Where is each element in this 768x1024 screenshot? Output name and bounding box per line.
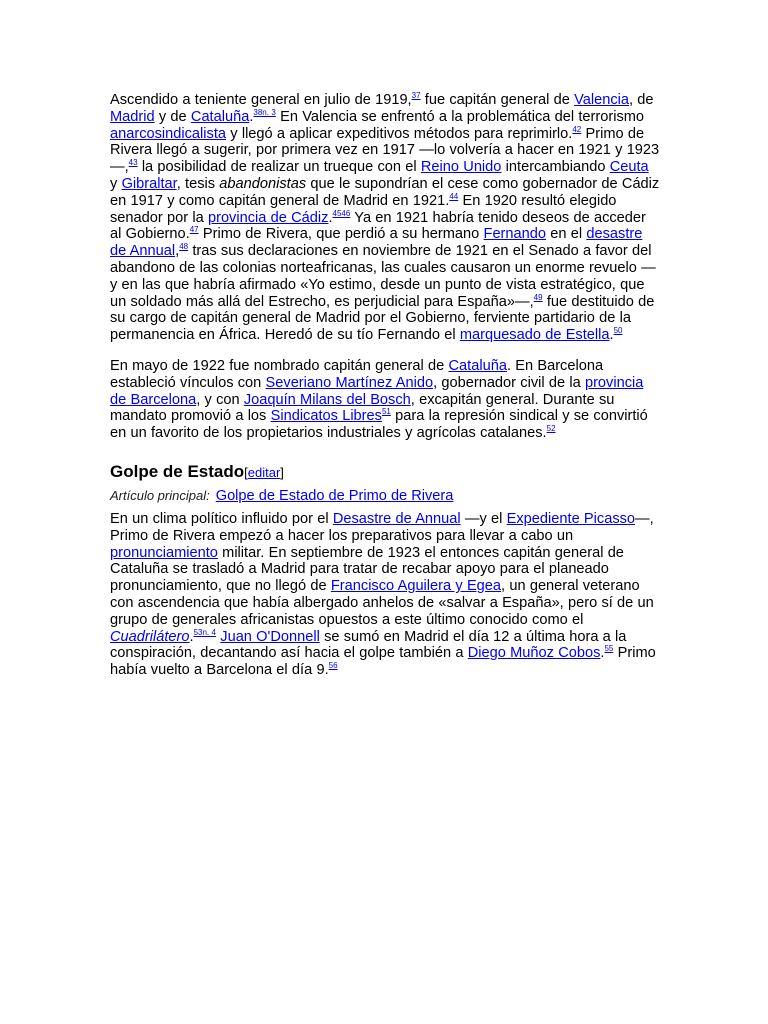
article-body — [110, 92, 660, 693]
link-desastre-annual-2[interactable]: Desastre de Annual — [332, 510, 461, 527]
text: fue destituido de su cargo de capitán general de Madrid por el Gobierno, ferviente partidario de la permanencia en África. Heredó de su tío Fernando el — [110, 293, 655, 344]
text: —y el — [460, 510, 507, 527]
edit-link[interactable]: editar — [247, 464, 281, 480]
text: Ascendido a teniente general en julio de 1919, — [110, 92, 412, 108]
text: que le supondrían el cese como gobernador de Cádiz en 1917 y como capitán general de Madrid en 1921. — [110, 175, 660, 209]
text: , excapitán general. Durante su mandato promovió a los — [110, 391, 615, 425]
heading-title: Golpe de Estado — [110, 461, 245, 481]
text: la posibilidad de realizar un trueque con el — [137, 159, 421, 176]
text: . — [600, 645, 605, 662]
text: , tesis — [176, 175, 220, 192]
ref-52[interactable]: 52 — [546, 424, 556, 434]
link-sindicatos-libres[interactable]: Sindicatos Libres — [270, 408, 382, 425]
text: y llegó a aplicar expeditivos métodos para reprimirlo. — [226, 125, 573, 142]
link-juan-odonnell[interactable]: Juan O'Donnell — [220, 628, 320, 645]
link-reino-unido[interactable]: Reino Unido — [420, 159, 502, 176]
text: tras sus declaraciones en noviembre de 1921 en el Senado a favor del abandono de las colonias norteafricanas, las cuales causaron un enorme revuelo —y en las que habría afirmado «Yo estimo, desde un punto de vista estratégico, que un soldado más allá del Estrecho, es perjudicial para España»—, — [110, 243, 656, 310]
text: , gobernador civil de la — [433, 374, 585, 391]
ref-47[interactable]: 47 — [189, 225, 199, 235]
text: . — [328, 209, 333, 226]
main-article-label: Artículo principal: — [110, 487, 210, 503]
ref-56[interactable]: 56 — [328, 661, 338, 671]
link-aguilera-egea[interactable]: Francisco Aguilera y Egea — [330, 578, 502, 595]
ref-50[interactable]: 50 — [613, 326, 623, 336]
text: en el — [546, 226, 587, 243]
ref-53[interactable]: 53n. 4 — [193, 627, 217, 637]
ref-37[interactable]: 37 — [411, 91, 421, 100]
edit-section — [244, 465, 284, 480]
emphasis: abandonistas — [219, 175, 307, 192]
text: —, Primo de Rivera empezó a hacer los preparativos para llevar a cabo un — [110, 510, 654, 544]
text: En 1920 resultó elegido senador por la — [110, 192, 617, 226]
link-desastre-annual[interactable]: desastre de Annual — [110, 226, 643, 260]
link-main-article[interactable]: Golpe de Estado de Primo de Rivera — [215, 487, 454, 504]
link-pronunciamiento[interactable]: pronunciamiento — [110, 544, 218, 561]
text: , — [175, 243, 180, 260]
ref-51[interactable]: 51 — [381, 407, 391, 417]
text: . — [609, 327, 614, 344]
ref-42[interactable]: 42 — [572, 124, 582, 134]
text: militar. En septiembre de 1923 el entonces capitán general de Cataluña se trasladó a Madrid para tratar de recabar apoyo para el planeado pronunciamiento, que no llegó de — [110, 544, 624, 595]
link-fernando[interactable]: Fernando — [483, 226, 547, 243]
text: . — [249, 108, 254, 125]
link-milans-del-bosch[interactable]: Joaquín Milans del Bosch — [243, 391, 411, 408]
text: fue capitán general de — [420, 92, 575, 108]
bracket: ] — [280, 464, 284, 480]
link-martinez-anido[interactable]: Severiano Martínez Anido — [265, 374, 434, 391]
text: Ya en 1921 habría tenido deseos de acceder al Gobierno. — [110, 209, 646, 243]
link-madrid[interactable]: Madrid — [110, 108, 155, 125]
ref-49[interactable]: 49 — [533, 292, 543, 302]
link-marquesado-estella[interactable]: marquesado de Estella — [459, 327, 610, 344]
paragraph-2 — [110, 358, 660, 442]
text: . En Barcelona estableció vínculos con — [110, 357, 604, 391]
link-valencia[interactable]: Valencia — [574, 92, 629, 108]
text: intercambiando — [501, 159, 610, 176]
ref-48[interactable]: 48 — [179, 242, 189, 252]
link-provincia-barcelona[interactable]: provincia de Barcelona — [110, 374, 644, 408]
ref-55[interactable]: 55 — [604, 644, 614, 654]
text: En Valencia se enfrentó a la problemática del terrorismo — [275, 108, 645, 125]
text: En un clima político influido por el — [110, 510, 333, 527]
text: y de — [154, 108, 191, 125]
link-ceuta[interactable]: Ceuta — [609, 159, 649, 176]
ref-38[interactable]: 38n. 3 — [253, 107, 276, 117]
text: para la represión sindical y se convirtió en un favorito de los propietarios industriales y agrícolas catalanes. — [110, 408, 648, 442]
text: Primo de Rivera llegó a sugerir, por primera vez en 1917 —lo volvería a hacer en 1921 y 1923—, — [110, 125, 660, 176]
text: En mayo de 1922 fue nombrado capitán general de — [110, 357, 449, 374]
paragraph-3 — [110, 511, 660, 679]
text: , y con — [196, 391, 244, 408]
text: , de — [628, 92, 654, 108]
text: . — [189, 628, 194, 645]
link-cuadrilatero[interactable]: Cuadrilátero — [110, 628, 190, 645]
link-gibraltar[interactable]: Gibraltar — [121, 175, 177, 192]
text: Primo de Rivera, que perdió a su hermano — [198, 226, 484, 243]
ref-44[interactable]: 44 — [449, 191, 459, 201]
text: y — [110, 175, 122, 192]
bracket: [ — [244, 464, 248, 480]
link-cataluna-2[interactable]: Cataluña — [448, 357, 507, 374]
link-expediente-picasso[interactable]: Expediente Picasso — [506, 510, 636, 527]
link-cataluna[interactable]: Cataluña — [190, 108, 250, 125]
text: se sumó en Madrid el día 12 a última hora a la conspiración, decantando así hacia el golpe también a — [110, 628, 627, 662]
section-heading — [110, 462, 660, 483]
text: , un general veterano con ascendencia que había albergado anhelos de «salvar a España», pero sí de un grupo de generales africanistas opuestos a este último conocido como el — [110, 578, 654, 628]
link-provincia-cadiz[interactable]: provincia de Cádiz — [207, 209, 329, 226]
link-anarcosindicalista[interactable]: anarcosindicalista — [110, 125, 227, 142]
main-article-note — [110, 487, 660, 505]
ref-4546[interactable]: 4546 — [332, 208, 351, 218]
ref-43[interactable]: 43 — [128, 158, 138, 168]
text: Primo había vuelto a Barcelona el día 9. — [110, 645, 656, 679]
paragraph-1 — [110, 92, 660, 344]
link-munoz-cobos[interactable]: Diego Muñoz Cobos — [467, 645, 601, 662]
